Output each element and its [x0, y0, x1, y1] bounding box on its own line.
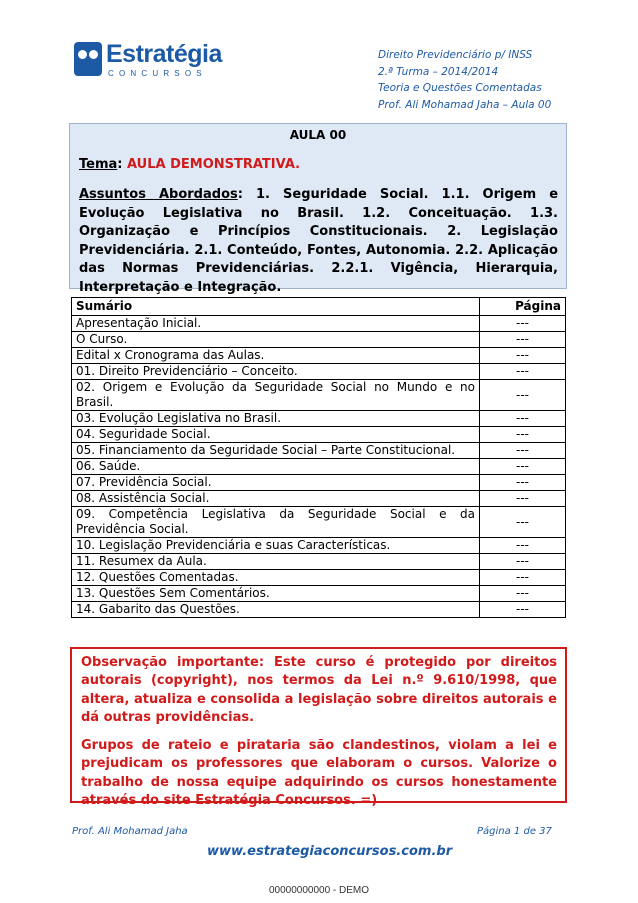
toc-page: --- — [480, 538, 566, 554]
table-row — [72, 364, 566, 380]
toc-item: 02. Origem e Evolução da Seguridade Social no Mundo e no Brasil. — [72, 380, 480, 411]
brand-logo — [74, 40, 224, 86]
topics-label: Assuntos Abordados — [79, 187, 238, 202]
toc-page: --- — [480, 570, 566, 586]
table-row — [72, 348, 566, 364]
toc-col-item: Sumário — [72, 298, 480, 316]
toc-item: Apresentação Inicial. — [72, 316, 480, 332]
header-theory: Teoria e Questões Comentadas — [378, 82, 542, 94]
theme-value: AULA DEMONSTRATIVA. — [127, 157, 301, 172]
toc-page: --- — [480, 443, 566, 459]
toc-item: 13. Questões Sem Comentários. — [72, 586, 480, 602]
toc-item: 10. Legislação Previdenciária e suas Características. — [72, 538, 480, 554]
header-turma: 2.ª Turma – 2014/2014 — [378, 65, 499, 78]
table-row — [72, 538, 566, 554]
table-row — [72, 586, 566, 602]
lesson-info-box — [69, 123, 567, 295]
logo-subtitle: CONCURSOS — [108, 69, 207, 78]
table-row — [72, 380, 566, 411]
owl-logo-icon — [74, 42, 102, 76]
table-row — [72, 475, 566, 491]
course-header — [378, 47, 551, 113]
table-row — [72, 427, 566, 443]
toc-item: 06. Saúde. — [72, 459, 480, 475]
toc-item: 03. Evolução Legislativa no Brasil. — [72, 411, 480, 427]
toc-item: 05. Financiamento da Seguridade Social – Parte Constitucional. — [72, 443, 480, 459]
toc-item: 09. Competência Legislativa da Seguridade Social e da Previdência Social. — [72, 507, 480, 538]
toc-item: 11. Resumex da Aula. — [72, 554, 480, 570]
toc-item: 04. Seguridade Social. — [72, 427, 480, 443]
toc-item: 12. Questões Comentadas. — [72, 570, 480, 586]
lesson-theme: Tema: AULA DEMONSTRATIVA. — [79, 157, 301, 172]
footer-page-number: Página 1 de 37 — [477, 826, 552, 837]
footer-author: Prof. Ali Mohamad Jaha — [72, 826, 188, 837]
logo-wordmark: Estratégia — [106, 40, 222, 68]
toc-item: Edital x Cronograma das Aulas. — [72, 348, 480, 364]
toc-page: --- — [480, 332, 566, 348]
table-row — [72, 570, 566, 586]
toc-item: 08. Assistência Social. — [72, 491, 480, 507]
toc-page: --- — [480, 459, 566, 475]
toc-page: --- — [480, 348, 566, 364]
toc-page: --- — [480, 491, 566, 507]
table-of-contents — [71, 297, 566, 618]
toc-page: --- — [480, 316, 566, 332]
toc-item: 07. Previdência Social. — [72, 475, 480, 491]
lesson-topics: Assuntos Abordados: 1. Seguridade Social. 1.1. Origem e Evolução Legislativa no Brasil. 1.2. Conceituação. 1.3. Organização e Princípios Constitucionais. 2. Legislação Previdenciária. 2.1. Conteúdo, Fontes, Autonomia. 2.2. Aplicação das Normas Previdenciárias. 2.2.1. Vigência, Hierarquia, Interpretação e Integração. — [79, 187, 559, 295]
copyright-notice — [70, 647, 567, 809]
table-row — [72, 332, 566, 348]
copyright-paragraph: Observação importante: Este curso é protegido por direitos autorais (copyright), nos termos da Lei n.º 9.610/1998, que altera, atualiza e consolida a legislação sobre direitos autorais e dá outras providências. — [81, 655, 557, 725]
table-row — [72, 491, 566, 507]
toc-page: --- — [480, 427, 566, 443]
toc-page: --- — [480, 411, 566, 427]
toc-body — [72, 316, 566, 618]
table-row — [72, 443, 566, 459]
header-course: Direito Previdenciário p/ INSS — [378, 49, 533, 61]
toc-page: --- — [480, 602, 566, 618]
toc-item: 14. Gabarito das Questões. — [72, 602, 480, 618]
toc-page: --- — [480, 586, 566, 602]
toc-item: O Curso. — [72, 332, 480, 348]
toc-header-row — [72, 298, 566, 316]
table-row — [72, 554, 566, 570]
toc-page: --- — [480, 507, 566, 538]
table-row — [72, 459, 566, 475]
piracy-paragraph: Grupos de rateio e pirataria são clandestinos, violam a lei e prejudicam os professores que elaboram o cursos. Valorize o trabalho de nossa equipe adquirindo os cursos honestamente através do site Estratégia Concursos. =) — [81, 738, 557, 809]
table-row — [72, 411, 566, 427]
toc-page: --- — [480, 475, 566, 491]
lesson-title: AULA 00 — [289, 128, 347, 142]
toc-page: --- — [480, 380, 566, 411]
toc-page: --- — [480, 364, 566, 380]
theme-label: Tema — [79, 157, 118, 172]
table-row — [72, 507, 566, 538]
demo-watermark: 00000000000 - DEMO — [268, 885, 370, 896]
table-row — [72, 602, 566, 618]
table-row — [72, 316, 566, 332]
toc-item: 01. Direito Previdenciário – Conceito. — [72, 364, 480, 380]
header-professor: Prof. Ali Mohamad Jaha – Aula 00 — [378, 98, 552, 111]
footer-url-link[interactable]: www.estrategiaconcursos.com.br — [207, 844, 453, 859]
toc-col-page: Página — [480, 298, 566, 316]
toc-page: --- — [480, 554, 566, 570]
topics-text: 1. Seguridade Social. 1.1. Origem e Evolução Legislativa no Brasil. 1.2. Conceituação. 1.3. Organização e Princípios Constitucionais. 2. Legislação Previdenciária. 2.1. Conteúdo, Fontes, Autonomia. 2.2. Aplicação das Normas Previdenciárias. 2.2.1. Vigência, Hierarquia, Interpretação e Integração. — [79, 187, 559, 295]
